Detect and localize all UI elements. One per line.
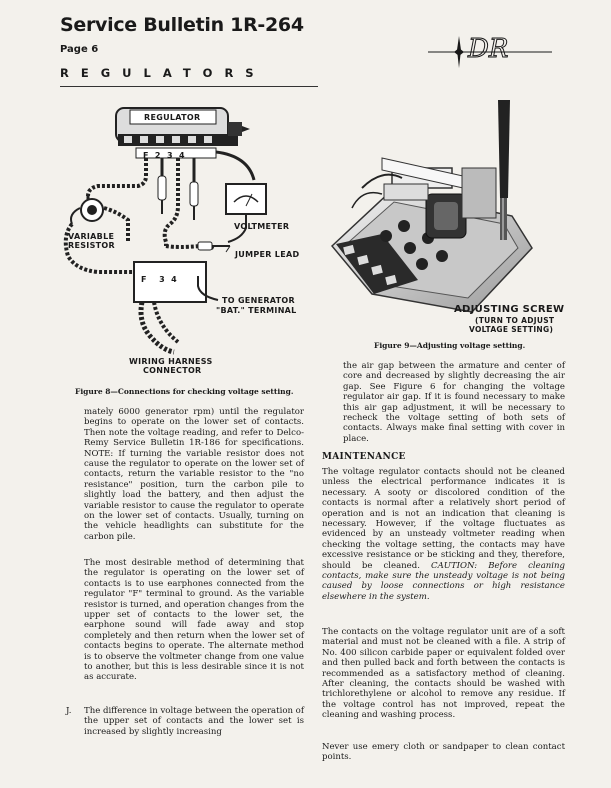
fig8-label-connector-terminals: F 3 4 xyxy=(141,275,178,284)
page-number: Page 6 xyxy=(60,44,99,55)
section-title: REGULATORS xyxy=(60,66,266,80)
left-paragraph-3-letter: J. xyxy=(66,706,72,716)
maintenance-heading: MAINTENANCE xyxy=(322,452,406,462)
fig8-label-voltmeter: VOLTMETER xyxy=(234,222,290,231)
bulletin-title: Service Bulletin 1R-264 xyxy=(60,14,304,36)
maintenance-paragraph-2: The contacts on the voltage regulator unit are of a soft material and must not be cleaned with a file. A strip of No. 400 silicon carbide paper or equivalent folded over and then pulled back and forth between the contacts is recommended as a satisfactory method of cleaning. After cleaning, the contacts should be washed with trichlorethylene or alcohol to remove any residue. If the voltage control has not improved, repeat the cleaning and washing process. xyxy=(322,627,565,721)
caution-text: CAUTION: Before cleaning contacts, make sure the unsteady voltage is not being caused by loose connections or high resistance elsewhere in the system. xyxy=(322,560,565,602)
header-rule xyxy=(60,86,318,87)
right-paragraph-1: the air gap between the armature and center of core and decreased by slightly decreasing the air gap. See Figure 6 for changing the voltage regulator air gap. If it is found necessary to make this air gap adjustment, it will be necessary to recheck the voltage setting of both sets of contacts. Always make final setting with cover in place. xyxy=(343,361,565,444)
delco-remy-logo-icon xyxy=(428,26,552,68)
maintenance-paragraph-1 xyxy=(322,467,565,602)
fig8-label-jumper-lead: JUMPER LEAD xyxy=(235,250,300,259)
left-paragraph-1: mately 6000 generator rpm) until the regulator begins to operate on the lower set of contacts. Then note the voltage reading, and refer to Delco-Remy Service Bulletin 1R-186 for specifications. NOTE: If turning the variable resistor does not cause the regulator to operate on the lower set of contacts, return the variable resistor to the "no resistance" position, turn the carbon pile to slightly load the battery, and then adjust the variable resistor to cause the regulator to operate on the lower set of contacts. Usually, turning on the vehicle headlights can substitute for the carbon pile. xyxy=(84,407,304,542)
fig9-label-turn: (TURN TO ADJUST xyxy=(475,316,555,325)
figure-9-caption: Figure 9—Adjusting voltage setting. xyxy=(374,341,526,350)
left-paragraph-3: The difference in voltage between the operation of the upper set of contacts and the lower set is increased by slightly increasing xyxy=(84,706,304,737)
fig9-label-voltage-setting: VOLTAGE SETTING) xyxy=(469,325,554,334)
fig8-label-resistor: RESISTOR xyxy=(68,241,115,250)
left-paragraph-2: The most desirable method of determining that the regulator is operating on the lower set of contacts is to use earphones connected from the regulator "F" terminal to ground. As the variable resistor is turned, and operation changes from the upper set of contacts to the lower set, the earphone sound will fade away and stop completely and then return when the lower set of contacts begins to operate. The alternate method is to observe the voltmeter change from one value to another, but this is less desirable since it is not as accurate. xyxy=(84,558,304,683)
fig8-label-to-generator: TO GENERATOR xyxy=(222,296,295,305)
fig8-label-regulator: REGULATOR xyxy=(144,113,201,122)
fig8-label-wiring-harness: WIRING HARNESS xyxy=(129,357,213,366)
fig9-label-adjusting-screw: ADJUSTING SCREW xyxy=(454,304,565,315)
logo-text: DR xyxy=(468,34,509,64)
fig8-label-connector: CONNECTOR xyxy=(143,366,202,375)
fig8-label-terminals: F 2 3 4 xyxy=(143,151,185,160)
maintenance-paragraph-3: Never use emery cloth or sandpaper to clean contact points. xyxy=(322,742,565,763)
maintenance-paragraph-1-text: The voltage regulator contacts should not be cleaned unless the electrical performance indicates it is necessary. A sooty or discolored condition of the contacts is normal after a relatively short period of operation and is not an indication that cleaning is necessary. However, if the voltage fluctuates as evidenced by an unsteady voltmeter reading when checking the voltage setting, the contacts may have excessive resistance or be sticking and they, therefore, should be cleaned. xyxy=(322,467,565,571)
fig8-label-bat-terminal: "BAT." TERMINAL xyxy=(216,306,297,315)
fig8-label-variable: VARIABLE xyxy=(68,232,115,241)
figure-8-caption: Figure 8—Connections for checking voltage setting. xyxy=(75,387,294,396)
